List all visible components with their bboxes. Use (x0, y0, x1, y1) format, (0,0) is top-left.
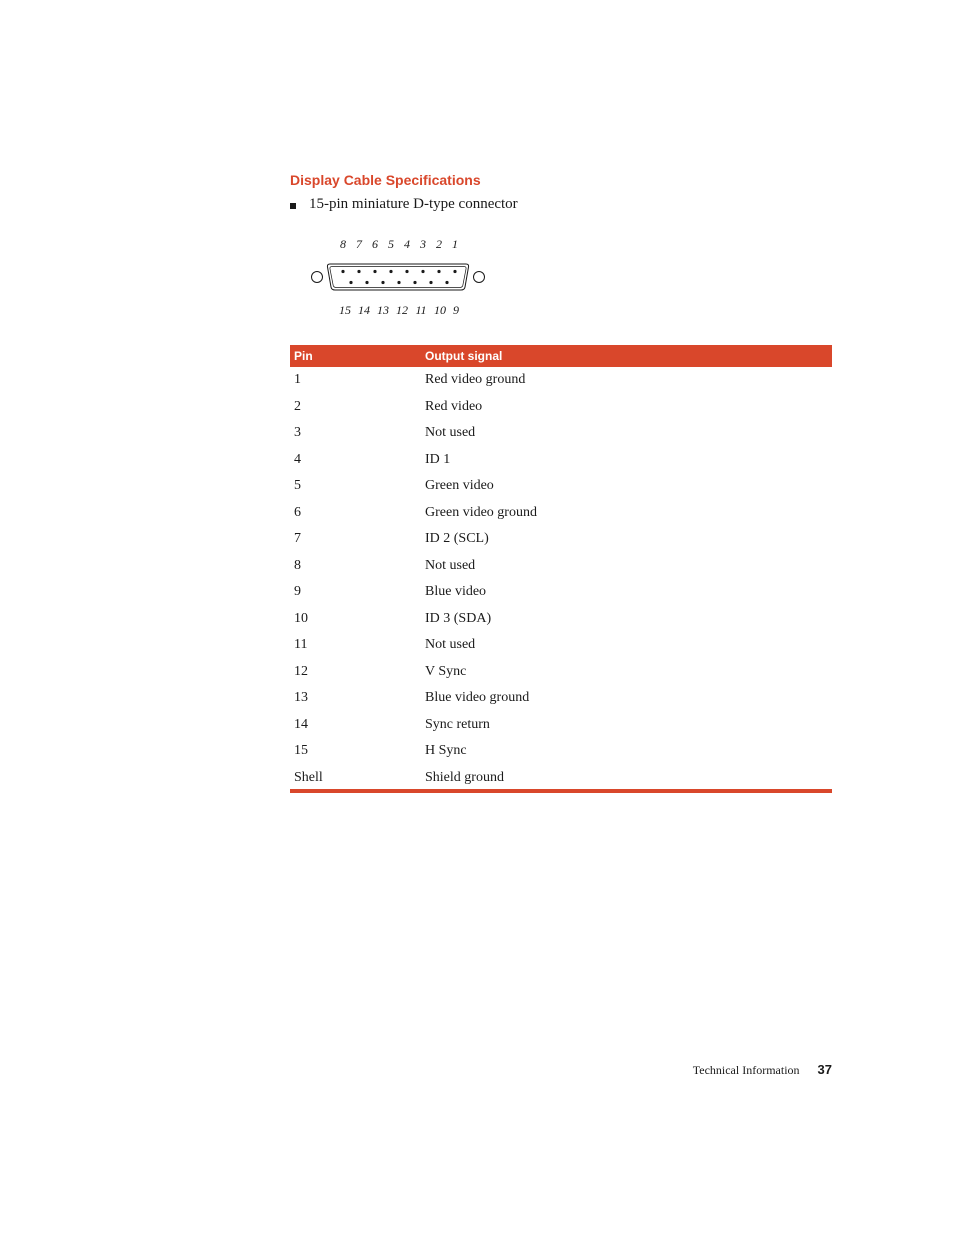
table-row (290, 526, 832, 553)
bottom-pin-label: 14 (358, 303, 370, 317)
pin-cell: 3 (294, 425, 301, 441)
signal-cell: Shield ground (425, 769, 504, 785)
table-row (290, 420, 832, 447)
table-row (290, 579, 832, 606)
signal-cell: Green video (425, 478, 494, 494)
pin-dot (429, 281, 432, 284)
pin-dot (397, 281, 400, 284)
table-bottom-rule (290, 789, 832, 793)
pin-cell: 4 (294, 451, 301, 467)
header-pin: Pin (290, 345, 421, 367)
pin-dot (349, 281, 352, 284)
pin-cell: 11 (294, 637, 308, 653)
table-header-row (290, 345, 832, 367)
bottom-pin-label: 15 (339, 303, 351, 317)
pin-cell: 12 (294, 663, 308, 679)
top-pin-label: 6 (372, 237, 378, 251)
bottom-pin-label: 10 (434, 303, 446, 317)
signal-cell: ID 3 (SDA) (425, 610, 492, 626)
signal-cell: V Sync (425, 663, 467, 679)
mounting-hole-left-icon (312, 272, 323, 283)
pin-cell: 5 (294, 478, 301, 494)
table-row (290, 659, 832, 686)
pin-cell: 14 (294, 716, 308, 732)
page-number: 37 (817, 1062, 832, 1077)
pin-dot (413, 281, 416, 284)
table-row (290, 765, 832, 792)
table-row (290, 500, 832, 527)
signal-cell: Green video ground (425, 504, 537, 520)
pin-cell: 2 (294, 398, 301, 414)
header-output-signal: Output signal (421, 345, 832, 367)
pin-cell: 15 (294, 743, 308, 759)
section-title: Display Cable Specifications (290, 172, 481, 188)
signal-cell: Red video ground (425, 372, 526, 388)
square-bullet-icon (290, 203, 296, 209)
pin-cell: 10 (294, 610, 308, 626)
top-pin-label: 1 (452, 237, 458, 251)
pin-dot (381, 281, 384, 284)
pin-dot (357, 270, 360, 273)
table-row (290, 394, 832, 421)
table-row (290, 712, 832, 739)
top-pin-label: 8 (340, 237, 346, 251)
signal-cell: Red video (425, 398, 483, 414)
pin-cell: 9 (294, 584, 301, 600)
pin-dot (453, 270, 456, 273)
pin-dot (373, 270, 376, 273)
top-pin-label: 3 (420, 237, 426, 251)
pin-dot (445, 281, 448, 284)
table-row (290, 685, 832, 712)
signal-cell: ID 1 (425, 451, 451, 467)
signal-cell: Blue video (425, 584, 487, 600)
connector-diagram (305, 232, 495, 322)
signal-cell: H Sync (425, 743, 467, 759)
pin-cell: Shell (294, 769, 323, 785)
table-row (290, 632, 832, 659)
top-pin-label: 4 (404, 237, 410, 251)
footer-section-name: Technical Information (692, 1063, 800, 1077)
pin-dot (365, 281, 368, 284)
table-row (290, 447, 832, 474)
bullet-item (290, 196, 518, 213)
pin-dot (421, 270, 424, 273)
signal-cell: Not used (425, 637, 476, 653)
signal-cell: ID 2 (SCL) (425, 531, 489, 547)
bottom-pin-label: 12 (396, 303, 408, 317)
signal-cell: Blue video ground (425, 690, 530, 706)
pin-dot (405, 270, 408, 273)
pin-cell: 13 (294, 690, 308, 706)
top-pin-label: 5 (388, 237, 394, 251)
page-footer (693, 1062, 832, 1078)
pin-cell: 1 (294, 372, 301, 388)
bottom-pin-label: 13 (377, 303, 389, 317)
table-row (290, 738, 832, 765)
pin-dot (341, 270, 344, 273)
table-row (290, 606, 832, 633)
bottom-pin-label: 11 (415, 303, 427, 317)
signal-cell: Not used (425, 425, 476, 441)
table-row (290, 367, 832, 394)
table-row (290, 473, 832, 500)
connector-shell-outline (327, 264, 468, 290)
pin-dot (389, 270, 392, 273)
mounting-hole-right-icon (474, 272, 485, 283)
top-pin-label: 2 (436, 237, 442, 251)
signal-cell: Sync return (425, 716, 490, 732)
pin-dot (437, 270, 440, 273)
top-pin-label: 7 (356, 237, 362, 251)
signal-cell: Not used (425, 557, 476, 573)
pin-cell: 6 (294, 504, 301, 520)
pin-cell: 8 (294, 557, 301, 573)
table-row (290, 553, 832, 580)
connector-inner-outline (330, 267, 466, 288)
bullet-text: 15-pin miniature D-type connector (309, 196, 518, 212)
pin-cell: 7 (294, 531, 301, 547)
pin-signal-table (290, 345, 832, 791)
bottom-pin-label: 9 (453, 303, 459, 317)
